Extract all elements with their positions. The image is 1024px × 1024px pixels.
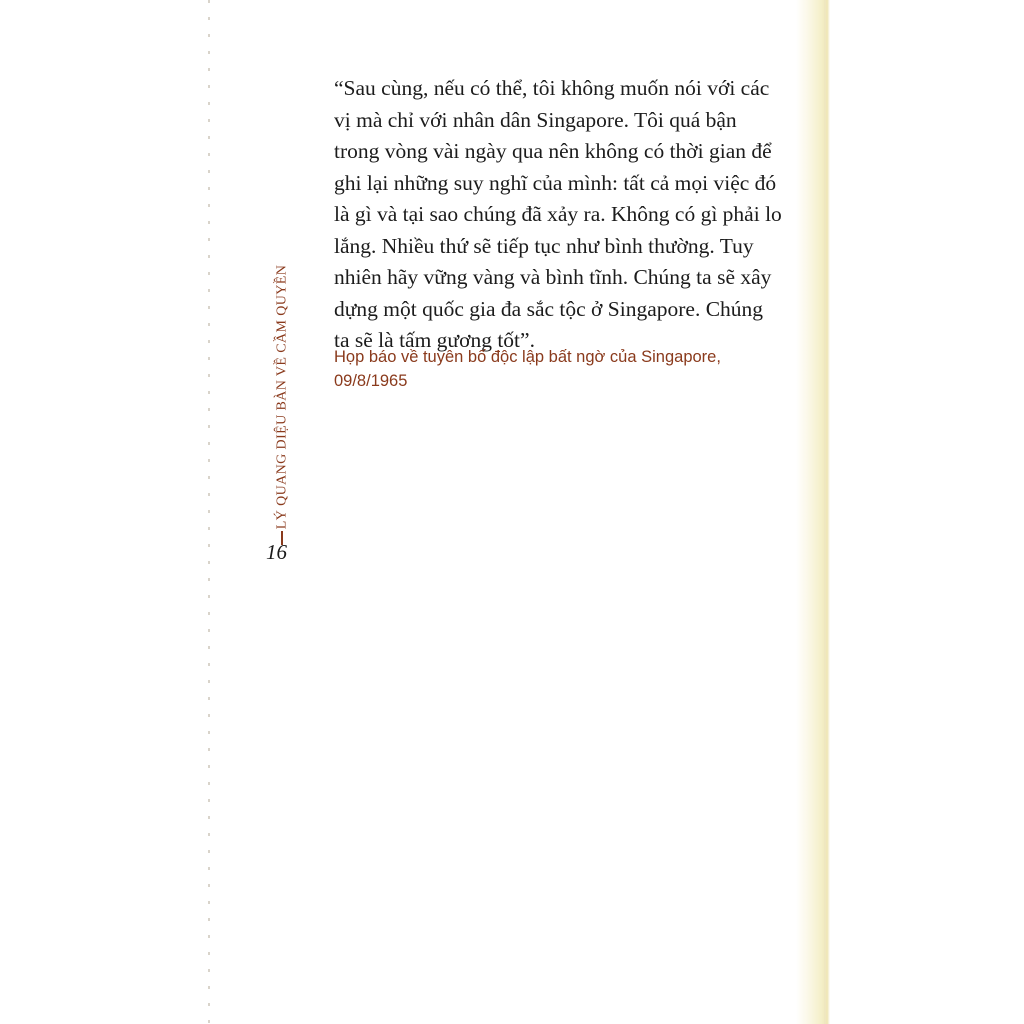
- left-page-edge: [206, 0, 212, 1024]
- quote-line: nhiên hãy vững vàng và bình tĩnh. Chúng ta sẽ xây: [334, 265, 772, 289]
- quote-line: ta sẽ là tấm gương tốt”.: [334, 328, 535, 352]
- quote-line: “Sau cùng, nếu có thể, tôi không muốn nói với các: [334, 76, 770, 100]
- page-number: 16: [266, 540, 287, 564]
- running-header-text: LÝ QUANG DIỆU BÀN VỀ CẦM QUYỀN: [274, 264, 290, 530]
- quote-line: trong vòng vài ngày qua nên không có thời gian để: [334, 139, 772, 163]
- running-header: [262, 262, 302, 532]
- right-page-edge-line: [824, 0, 826, 1024]
- quote-line: vị mà chỉ với nhân dân Singapore. Tôi quá bận: [334, 107, 737, 132]
- quote-line: là gì và tại sao chúng đã xảy ra. Không có gì phải lo: [334, 202, 782, 226]
- quote-line: lắng. Nhiều thứ sẽ tiếp tục như bình thường. Tuy: [334, 233, 754, 258]
- source-line: Họp báo về tuyên bố độc lập bất ngờ của Singapore,: [334, 348, 721, 366]
- source-date: 09/8/1965: [334, 372, 408, 390]
- quote-line: ghi lại những suy nghĩ của mình: tất cả mọi việc đó: [334, 170, 777, 195]
- quote-block: [334, 73, 804, 357]
- quote-line: dựng một quốc gia đa sắc tộc ở Singapore. Chúng: [334, 296, 764, 321]
- quote-source: [334, 345, 794, 393]
